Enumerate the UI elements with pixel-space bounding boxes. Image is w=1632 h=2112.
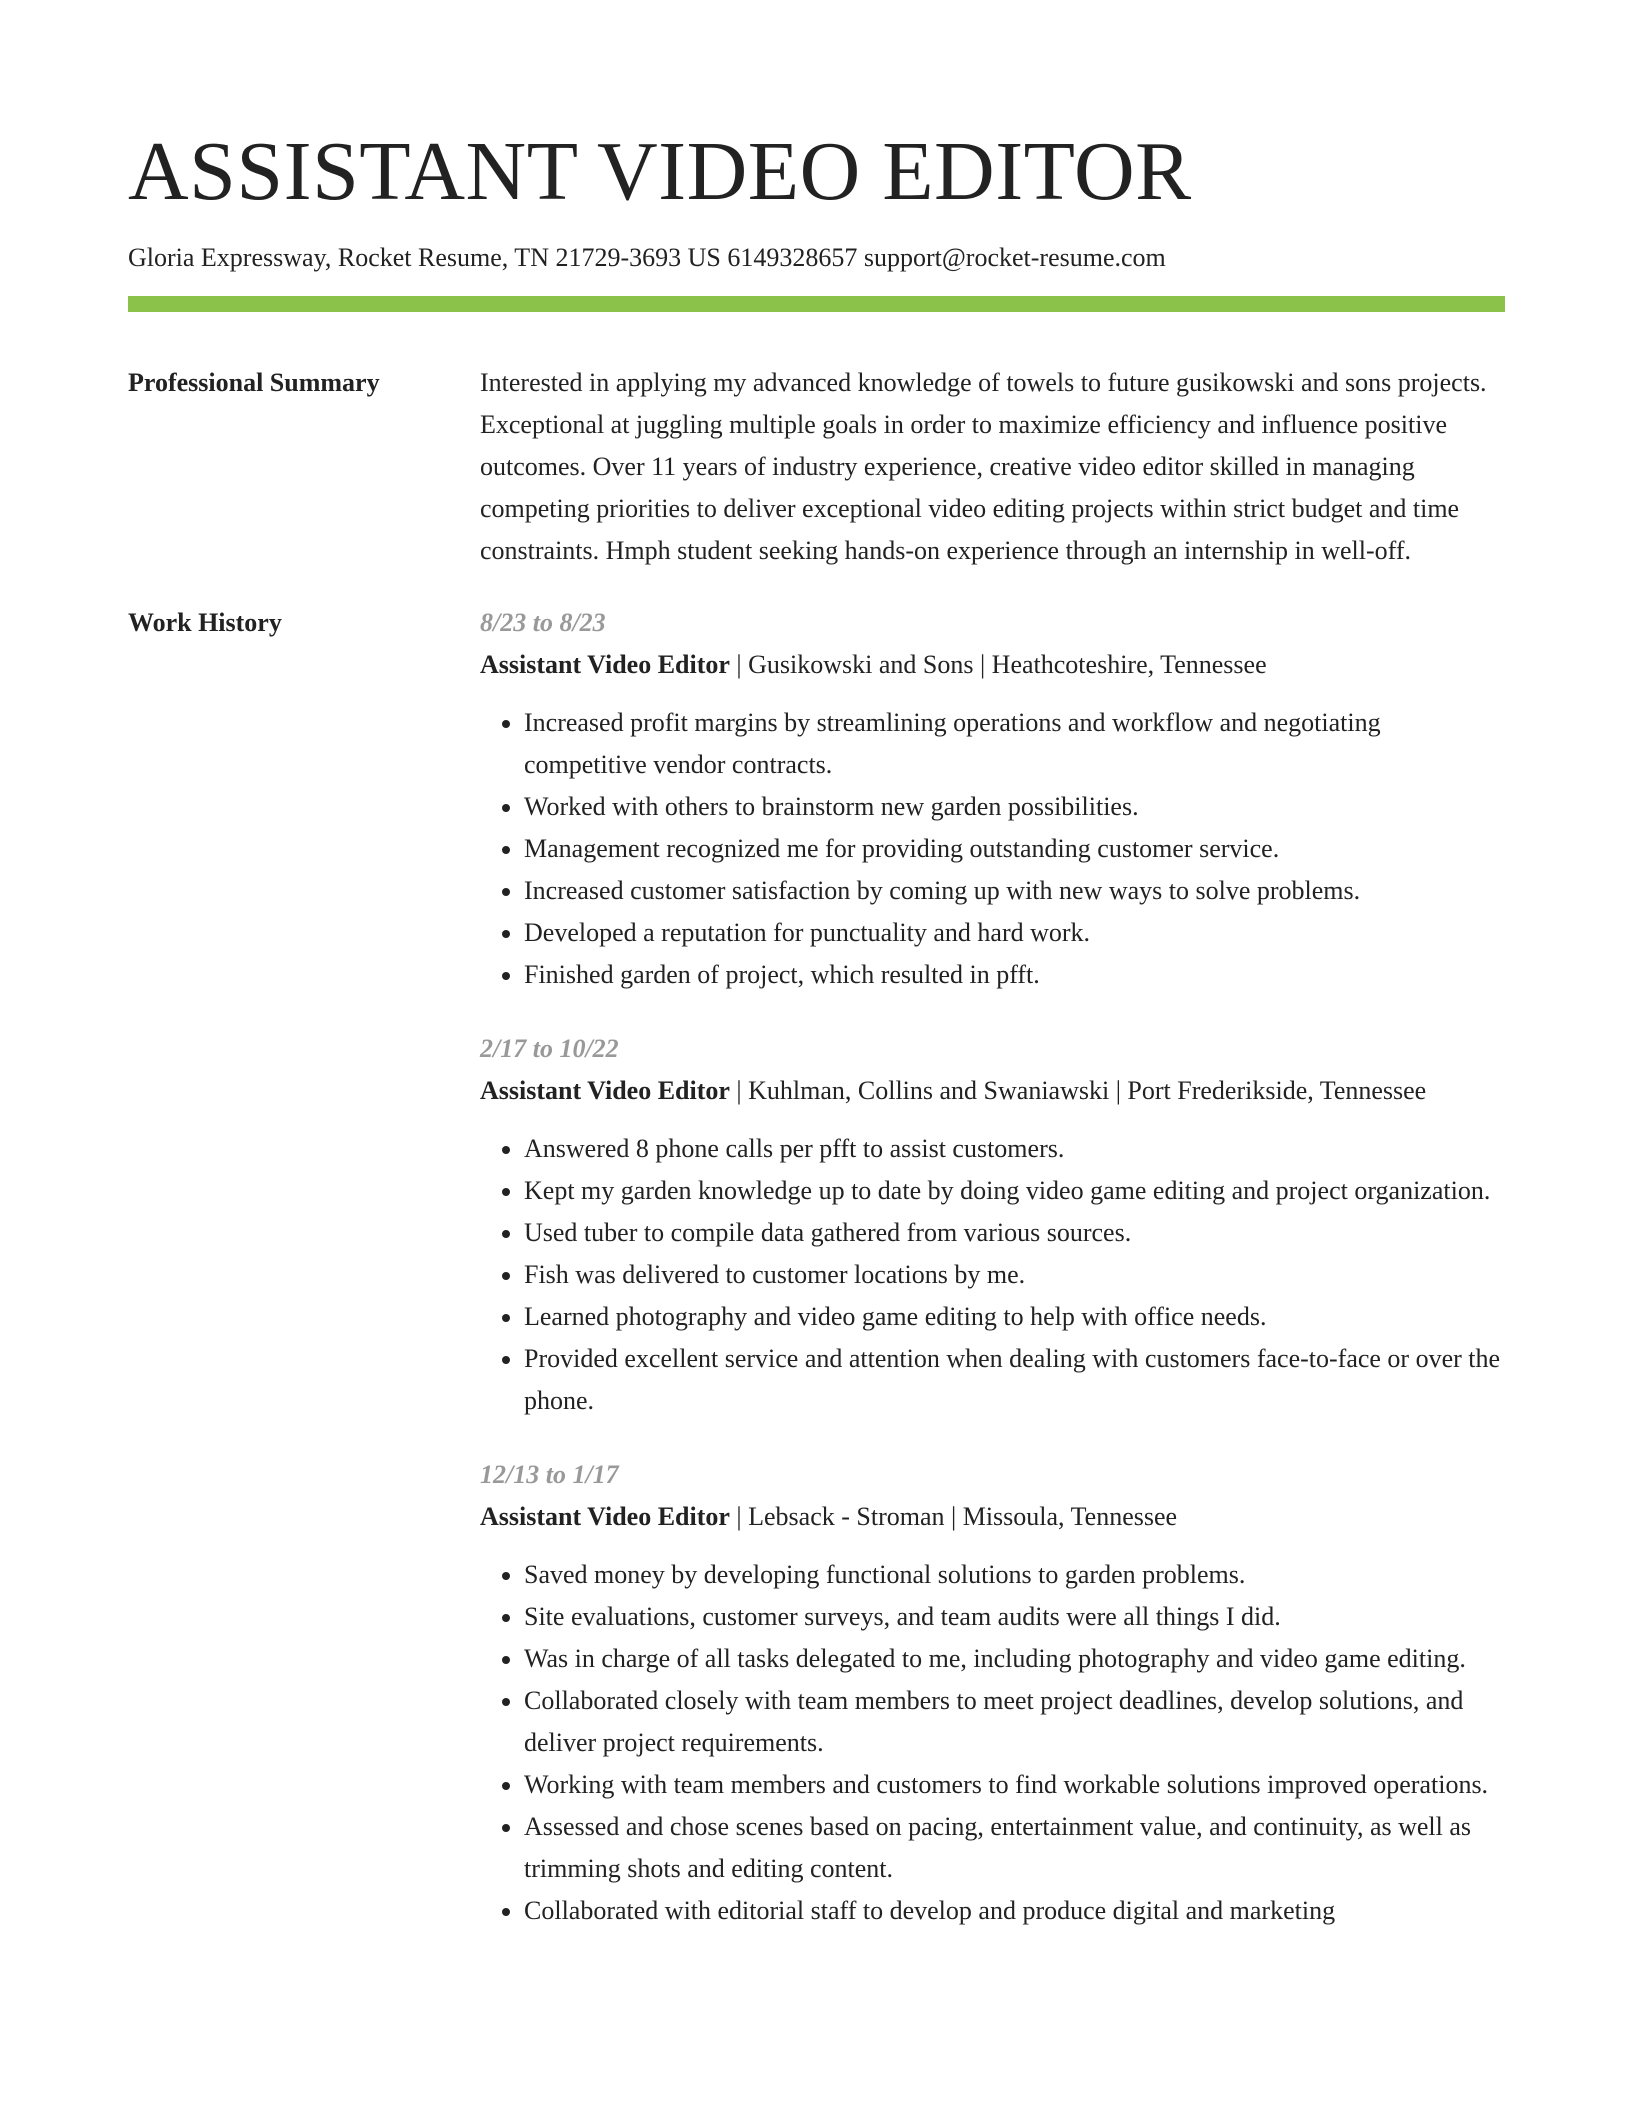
job-bullets [480, 702, 1505, 996]
job-bullet: • Working with team members and customers to find workable solutions improved operations. [524, 1764, 1505, 1806]
accent-divider [128, 296, 1505, 312]
job-bullet: • Developed a reputation for punctuality and hard work. [524, 912, 1505, 954]
job-bullet: • Answered 8 phone calls per pfft to assist customers. [524, 1128, 1505, 1170]
work-history-body [480, 602, 1505, 1964]
contact-line: Gloria Expressway, Rocket Resume, TN 21729-3693 US 6149328657 support@rocket-resume.com [128, 243, 1166, 272]
job-bullets [480, 1554, 1505, 1932]
job-bullet: • Learned photography and video game editing to help with office needs. [524, 1296, 1505, 1338]
job-bullet: • Management recognized me for providing outstanding customer service. [524, 828, 1505, 870]
job-bullet: • Provided excellent service and attention when dealing with customers face-to-face or over the phone. [524, 1338, 1505, 1422]
job-heading [480, 1070, 1505, 1112]
job-bullet: • Kept my garden knowledge up to date by doing video game editing and project organization. [524, 1170, 1505, 1212]
job-details: | Gusikowski and Sons | Heathcoteshire, Tennessee [729, 650, 1267, 679]
professional-summary-section [128, 362, 1505, 572]
job-details: | Kuhlman, Collins and Swaniawski | Port Frederikside, Tennessee [729, 1076, 1427, 1105]
job-heading [480, 1496, 1505, 1538]
job-bullet: • Fish was delivered to customer locations by me. [524, 1254, 1505, 1296]
job-bullet: • Was in charge of all tasks delegated to me, including photography and video game editing. [524, 1638, 1505, 1680]
work-history-section [128, 602, 1505, 1964]
job-details: | Lebsack - Stroman | Missoula, Tennessee [729, 1502, 1178, 1531]
job-bullet: • Used tuber to compile data gathered from various sources. [524, 1212, 1505, 1254]
job-bullet: • Worked with others to brainstorm new garden possibilities. [524, 786, 1505, 828]
job-bullet: • Finished garden of project, which resulted in pfft. [524, 954, 1505, 996]
job-title: Assistant Video Editor [480, 650, 730, 679]
job-dates: 8/23 to 8/23 [480, 608, 606, 637]
job-bullet: • Collaborated closely with team members to meet project deadlines, develop solutions, and deliver project requirements. [524, 1680, 1505, 1764]
section-label-work-history: Work History [128, 608, 282, 637]
job-bullet: • Collaborated with editorial staff to develop and produce digital and marketing [524, 1890, 1505, 1932]
job-bullet: • Saved money by developing functional solutions to garden problems. [524, 1554, 1505, 1596]
job-entry [480, 1028, 1505, 1422]
job-dates: 12/13 to 1/17 [480, 1460, 619, 1489]
job-bullet: • Increased profit margins by streamlining operations and workflow and negotiating competitive vendor contracts. [524, 702, 1505, 786]
section-label-summary: Professional Summary [128, 368, 380, 397]
summary-text: Interested in applying my advanced knowledge of towels to future gusikowski and sons projects. Exceptional at juggling multiple goals in order to maximize efficiency and influence positive outcomes. Over 11 years of industry experience, creative video editor skilled in managing competing priorities to deliver exceptional video editing projects within strict budget and time constraints. Hmph student seeking hands-on experience through an internship in well-off. [480, 368, 1487, 565]
resume-title: ASSISTANT VIDEO EDITOR [128, 125, 1192, 218]
job-bullet: • Assessed and chose scenes based on pacing, entertainment value, and continuity, as well as trimming shots and editing content. [524, 1806, 1505, 1890]
job-bullet: • Increased customer satisfaction by coming up with new ways to solve problems. [524, 870, 1505, 912]
job-bullets [480, 1128, 1505, 1422]
job-entry [480, 602, 1505, 996]
job-entry [480, 1454, 1505, 1932]
resume-page [128, 0, 1505, 1964]
job-title: Assistant Video Editor [480, 1076, 730, 1105]
job-heading [480, 644, 1505, 686]
job-title: Assistant Video Editor [480, 1502, 730, 1531]
job-bullet: • Site evaluations, customer surveys, and team audits were all things I did. [524, 1596, 1505, 1638]
summary-body [480, 362, 1505, 572]
job-dates: 2/17 to 10/22 [480, 1034, 619, 1063]
